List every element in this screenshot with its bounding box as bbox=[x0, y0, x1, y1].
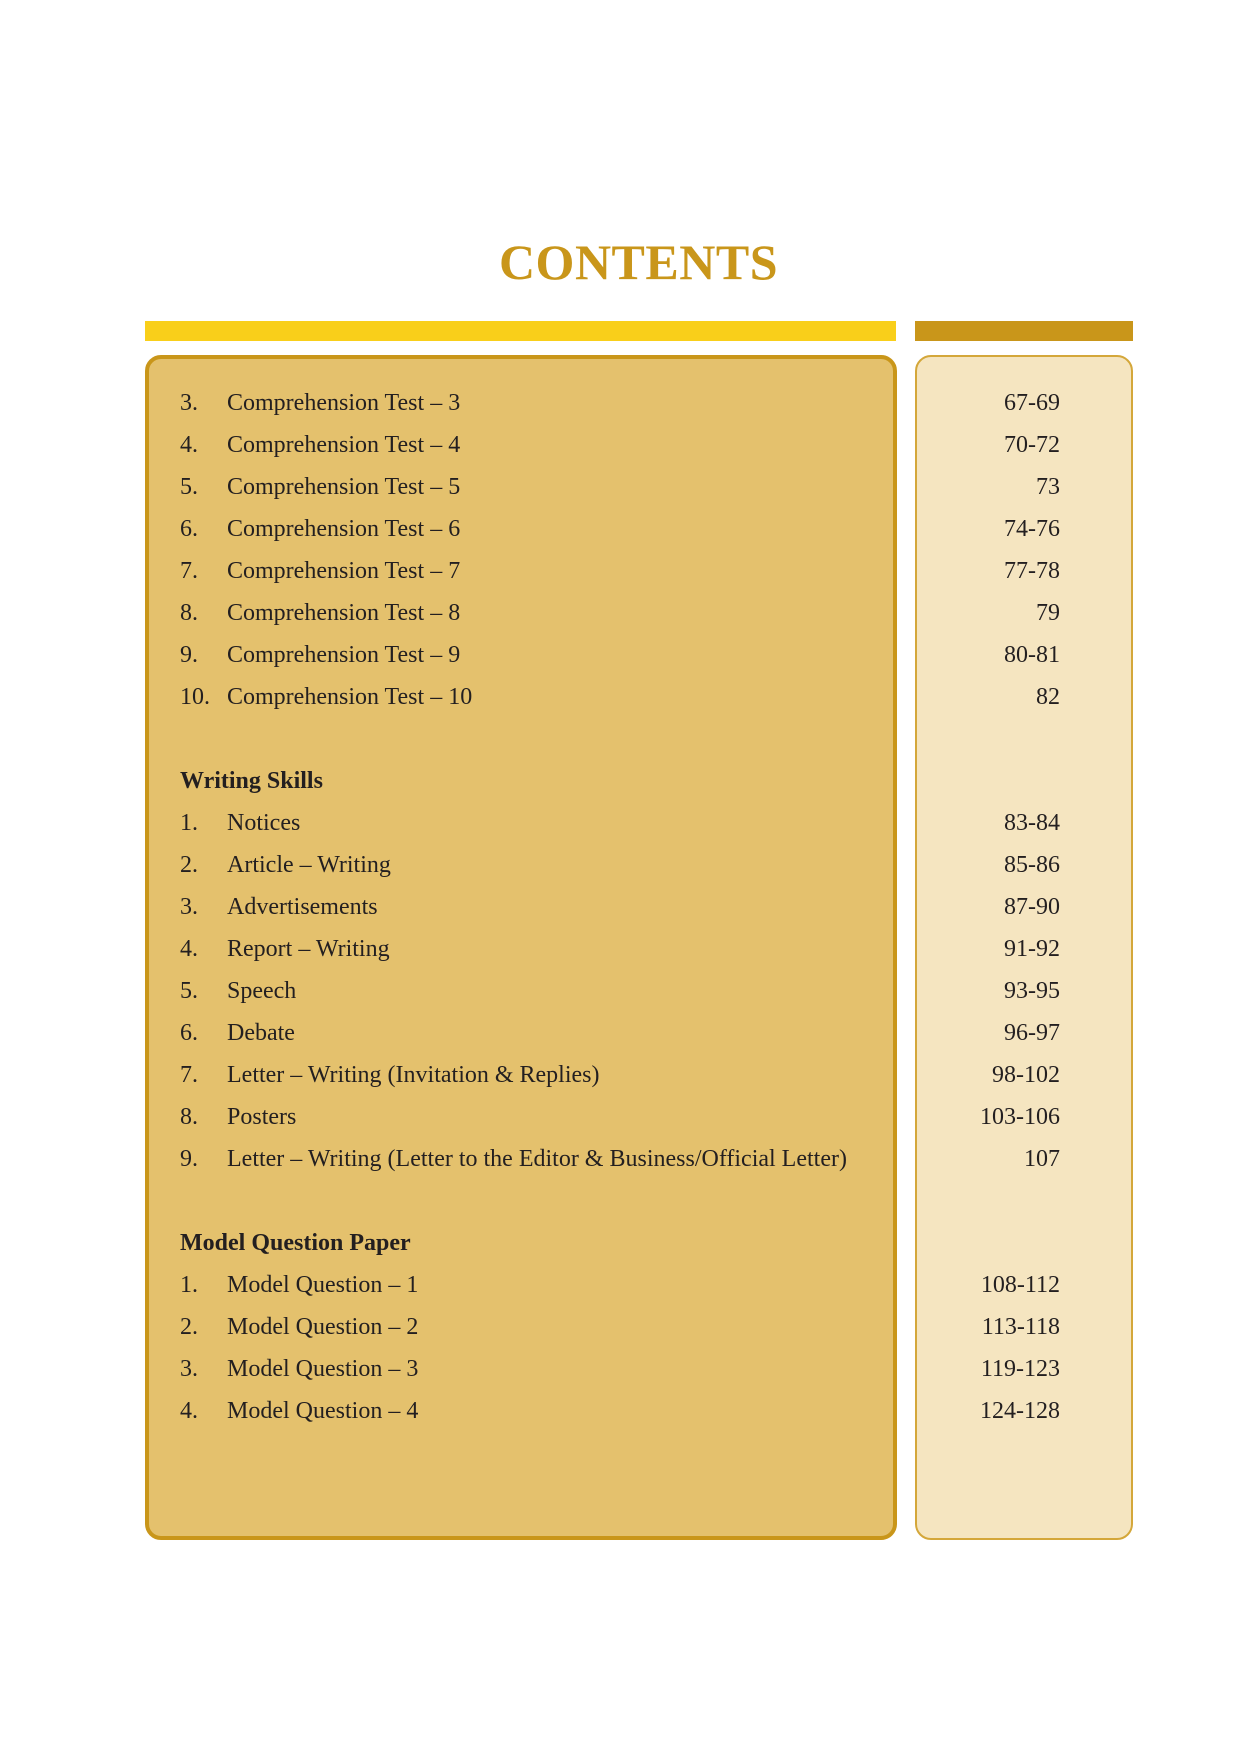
entry-number: 4. bbox=[180, 1398, 198, 1424]
toc-entry[interactable] bbox=[0, 466, 1240, 508]
entry-title: Speech bbox=[227, 978, 297, 1004]
entry-page: 70-72 bbox=[1004, 432, 1060, 458]
toc-entry[interactable] bbox=[0, 592, 1240, 634]
entry-title: Model Question – 3 bbox=[227, 1356, 419, 1382]
entry-number: 6. bbox=[180, 516, 198, 542]
entry-page: 93-95 bbox=[1004, 978, 1060, 1004]
toc-entry[interactable] bbox=[0, 676, 1240, 718]
entry-number: 8. bbox=[180, 600, 198, 626]
toc-entry[interactable] bbox=[0, 1054, 1240, 1096]
entry-page: 85-86 bbox=[1004, 852, 1060, 878]
entry-title: Model Question – 2 bbox=[227, 1314, 419, 1340]
entry-title: Model Question – 1 bbox=[227, 1272, 419, 1298]
entry-number: 3. bbox=[180, 390, 198, 416]
entry-page: 108-112 bbox=[980, 1272, 1060, 1298]
entry-number: 7. bbox=[180, 558, 198, 584]
entry-page: 67-69 bbox=[1004, 390, 1060, 416]
entry-number: 1. bbox=[180, 1272, 198, 1298]
entry-title: Comprehension Test – 10 bbox=[227, 684, 473, 710]
toc-entry[interactable] bbox=[0, 634, 1240, 676]
toc-entry[interactable] bbox=[0, 802, 1240, 844]
entry-title: Advertisements bbox=[227, 894, 378, 920]
entry-page: 113-118 bbox=[981, 1314, 1060, 1340]
entry-number: 6. bbox=[180, 1020, 198, 1046]
entry-number: 5. bbox=[180, 978, 198, 1004]
entry-page: 77-78 bbox=[1004, 558, 1060, 584]
entry-page: 124-128 bbox=[980, 1398, 1060, 1424]
toc-entry[interactable] bbox=[0, 508, 1240, 550]
entry-number: 3. bbox=[180, 894, 198, 920]
toc-entry[interactable] bbox=[0, 382, 1240, 424]
page-column-header-bar bbox=[915, 321, 1133, 341]
entry-page: 119-123 bbox=[980, 1356, 1060, 1382]
entry-number: 2. bbox=[180, 1314, 198, 1340]
entry-title: Letter – Writing (Letter to the Editor & Business/Official Letter) bbox=[227, 1146, 847, 1172]
entry-number: 5. bbox=[180, 474, 198, 500]
entry-title: Comprehension Test – 4 bbox=[227, 432, 461, 458]
section-heading-writing-skills: Writing Skills bbox=[180, 768, 323, 794]
entry-page: 96-97 bbox=[1004, 1020, 1060, 1046]
entry-page: 107 bbox=[1024, 1146, 1060, 1172]
entry-page: 79 bbox=[1036, 600, 1060, 626]
entry-title: Notices bbox=[227, 810, 301, 836]
section-heading-model-question-paper: Model Question Paper bbox=[180, 1230, 411, 1256]
toc-entry[interactable] bbox=[0, 844, 1240, 886]
entry-title: Comprehension Test – 5 bbox=[227, 474, 461, 500]
entry-number: 4. bbox=[180, 432, 198, 458]
toc-entry[interactable] bbox=[0, 424, 1240, 466]
entry-number: 4. bbox=[180, 936, 198, 962]
entry-title: Comprehension Test – 8 bbox=[227, 600, 461, 626]
entry-title: Model Question – 4 bbox=[227, 1398, 419, 1424]
entry-title: Comprehension Test – 6 bbox=[227, 516, 461, 542]
toc-entry[interactable] bbox=[0, 1348, 1240, 1390]
toc-entry[interactable] bbox=[0, 1012, 1240, 1054]
entry-page: 74-76 bbox=[1004, 516, 1060, 542]
entry-number: 8. bbox=[180, 1104, 198, 1130]
toc-entry[interactable] bbox=[0, 970, 1240, 1012]
toc-entry[interactable] bbox=[0, 550, 1240, 592]
toc-entry[interactable] bbox=[0, 1306, 1240, 1348]
page-title: CONTENTS bbox=[498, 234, 779, 290]
entry-page: 103-106 bbox=[980, 1104, 1060, 1130]
entry-number: 10. bbox=[180, 684, 210, 710]
entry-number: 2. bbox=[180, 852, 198, 878]
entry-number: 9. bbox=[180, 642, 198, 668]
entry-title: Posters bbox=[227, 1104, 297, 1130]
entry-page: 73 bbox=[1036, 474, 1060, 500]
toc-entry[interactable] bbox=[0, 928, 1240, 970]
toc-entry[interactable] bbox=[0, 1096, 1240, 1138]
title-underline-bar bbox=[145, 321, 896, 341]
toc-entry[interactable] bbox=[0, 1264, 1240, 1306]
entry-page: 98-102 bbox=[992, 1062, 1060, 1088]
entry-page: 80-81 bbox=[1004, 642, 1060, 668]
entry-page: 87-90 bbox=[1004, 894, 1060, 920]
entry-title: Article – Writing bbox=[227, 852, 391, 878]
entry-title: Comprehension Test – 7 bbox=[227, 558, 461, 584]
entry-title: Debate bbox=[227, 1020, 295, 1046]
entry-number: 1. bbox=[180, 810, 198, 836]
entry-title: Letter – Writing (Invitation & Replies) bbox=[227, 1062, 600, 1088]
entry-title: Report – Writing bbox=[227, 936, 390, 962]
entry-number: 7. bbox=[180, 1062, 198, 1088]
toc-entry[interactable] bbox=[0, 886, 1240, 928]
entry-number: 3. bbox=[180, 1356, 198, 1382]
entry-number: 9. bbox=[180, 1146, 198, 1172]
entry-page: 83-84 bbox=[1004, 810, 1060, 836]
entry-title: Comprehension Test – 3 bbox=[227, 390, 461, 416]
entry-title: Comprehension Test – 9 bbox=[227, 642, 461, 668]
entry-page: 91-92 bbox=[1004, 936, 1060, 962]
toc-entry[interactable] bbox=[0, 1138, 1240, 1180]
entry-page: 82 bbox=[1036, 684, 1060, 710]
toc-entry[interactable] bbox=[0, 1390, 1240, 1432]
